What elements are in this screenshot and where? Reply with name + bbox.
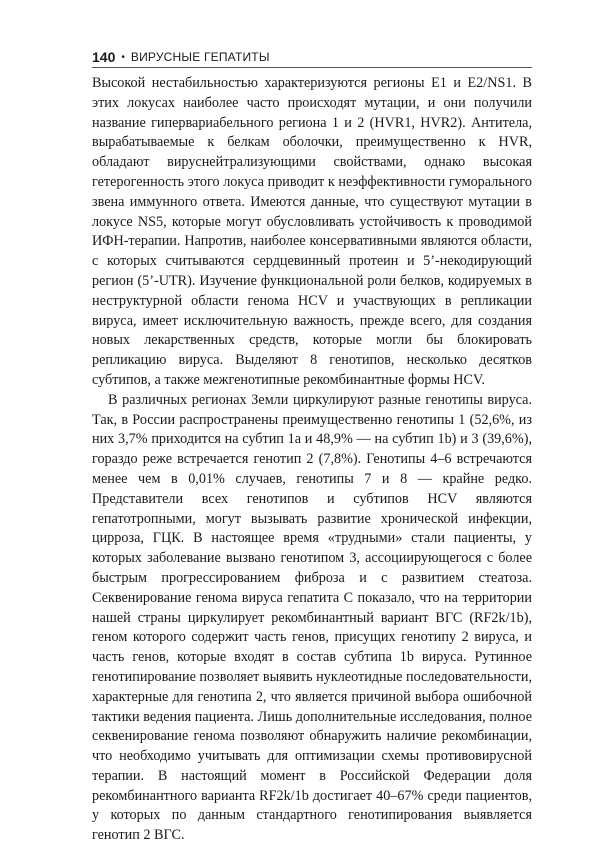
running-title: ВИРУСНЫЕ ГЕПАТИТЫ <box>130 50 270 64</box>
page-number: 140 <box>92 49 116 65</box>
paragraph: В различных регионах Земли циркулируют разные генотипы вируса. Так, в России распространены преимущественно генотипы 1 (52,6%, из них 3,7% приходится на субтип 1a и 48,9% — на субтип 1b) и 3 (39,6%), гораздо реже встречается генотип 2 (7,8%). Генотипы 4–6 встречаются менее чем в 0,01% случаев, генотипы 7 и 8 — крайне редко. Представители всех генотипов и субтипов HCV являются гепатотропными, могут вызывать развитие хронической инфекции, цирроза, ГЦК. В настоящее время «трудными» стали пациенты, у которых заболевание вызвано генотипом 3, ассоциирующегося с более быстрым прогрессированием фиброза и с развитием стеатоза. Секвенирование генома вируса гепатита С показало, что на территории нашей страны циркулирует рекомбинантный вариант ВГС (RF2k/1b), геном которого содержит часть генов, присущих генотипу 2 вируса, и часть генов, которые входят в состав субтипа 1b вируса. Рутинное генотипирование позволяет выявить нуклеотидные последовательности, характерные для генотипа 2, что является причиной выбора ошибочной тактики ведения пациента. Лишь дополнительные исследования, полное секвенирование генома позволяют обнаружить наличие рекомбинации, что необходимо учитывать для оптимизации схемы противовирусной терапии. В настоящий момент в Российской Федерации доля рекомбинантного варианта RF2k/1b достигает 40–67% среди пациентов, у которых по данным стандартного генотипирования выявляется генотип 2 ВГС. <box>92 391 532 844</box>
body-text <box>92 74 532 846</box>
paragraph: Высокой нестабильностью характеризуются регионы E1 и E2/NS1. В этих локусах наиболее часто происходят мутации, и они получили название гипервариабельного региона 1 и 2 (HVR1, HVR2). Антитела, вырабатываемые к белкам оболочки, преимущественно к HVR, обладают вируснейтрализующими свойствами, однако высокая гетерогенность этого локуса приводит к неэффективности гуморального звена иммунного ответа. Имеются данные, что существуют мутации в локусе NS5, которые могут обусловливать устойчивость к проводимой ИФН-терапии. Напротив, наиболее консервативными являются области, с которых считываются сердцевинный протеин и 5’-некодирующий регион (5’-UTR). Изучение функциональной роли белков, кодируемых в неструктурной области генома HCV и участвующих в репликации вируса, имеет исключительную важность, прежде всего, для создания новых лекарственных средств, которые могли бы блокировать репликацию вируса. Выделяют 8 генотипов, несколько десятков субтипов, а также межгенотипные рекомбинантные формы HCV. <box>92 75 532 388</box>
header-divider <box>92 67 532 68</box>
header-bullet: • <box>121 51 125 63</box>
running-header <box>92 47 532 67</box>
